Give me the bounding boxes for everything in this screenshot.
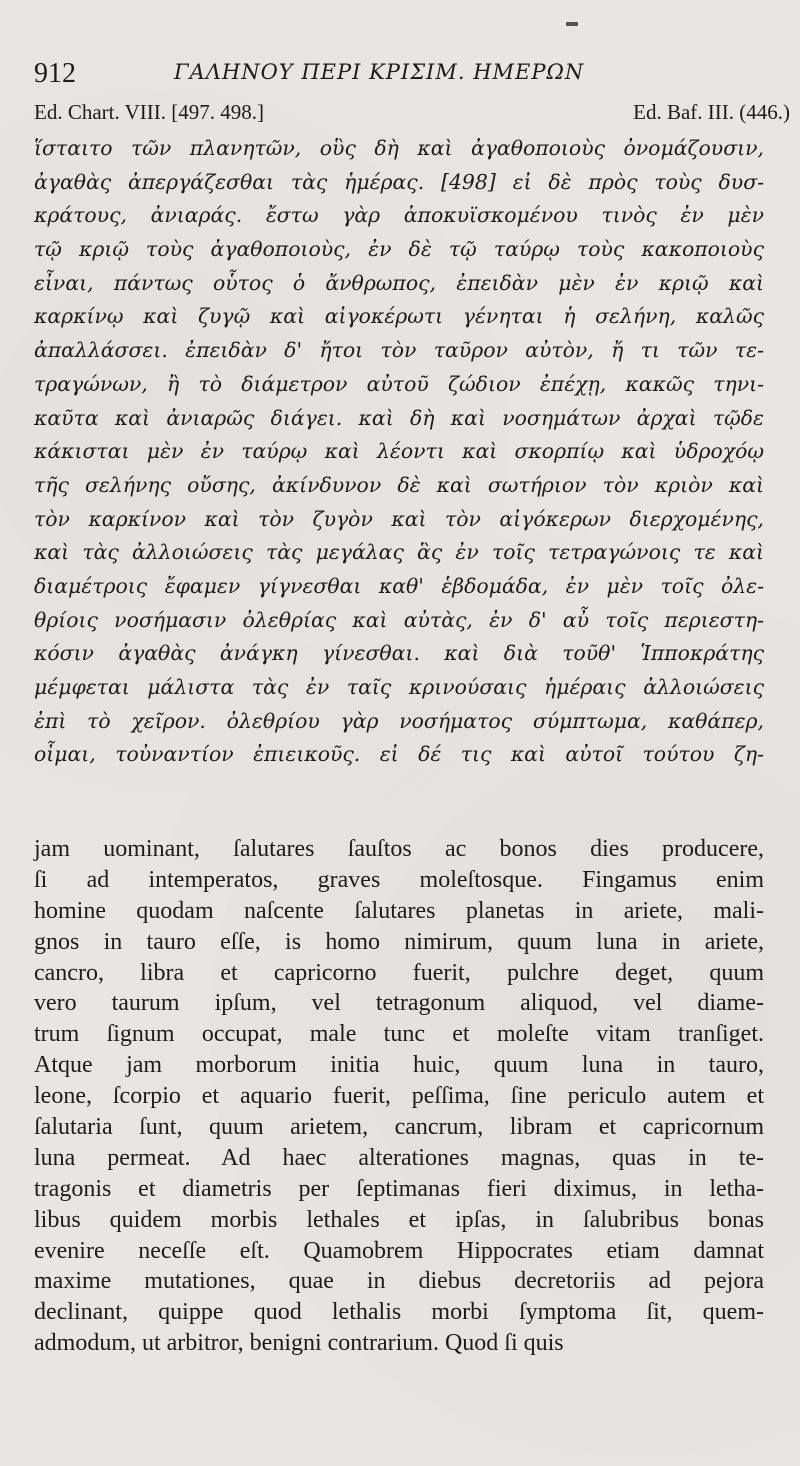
greek-line: τραγώνων, ἢ τὸ διάμετρον αὐτοῦ ζώδιον ἐπέχῃ, κακῶς τηνι- [34,371,764,396]
greek-line: διαμέτροις ἔφαμεν γίγνεσθαι καθ' ἑβδομάδα, ἐν μὲν τοῖς ὀλε- [34,573,764,598]
greek-line: ἐπὶ τὸ χεῖρον. ὀλεθρίου γὰρ νοσήματος σύμπτωμα, καθάπερ, [34,708,764,733]
latin-line: vero taurum ipſum, vel tetragonum aliquod, vel diame- [34,990,764,1017]
edition-chartier: Ed. Chart. VIII. [497. 498.] [34,100,264,124]
latin-line: maxime mutationes, quae in diebus decretoriis ad pejora [34,1268,764,1295]
greek-line: εἶναι, πάντως οὗτος ὁ ἄνθρωπος, ἐπειδὰν μὲν ἐν κριῷ καὶ [34,270,764,295]
latin-line: Atque jam morborum initia huic, quum luna in tauro, [34,1052,764,1079]
latin-line: evenire neceſſe eſt. Quamobrem Hippocrates etiam damnat [34,1237,764,1264]
latin-line: gnos in tauro eſſe, is homo nimirum, quum luna in ariete, [34,928,764,955]
edition-basel: Ed. Baf. III. (446.) [633,100,790,124]
latin-line: libus quidem morbis lethales et ipſas, in ſalubribus bonas [34,1206,764,1233]
greek-line: οἶμαι, τοὐναντίον ἐπιεικοῦς. εἰ δέ τις καὶ αὐτοῖ τούτου ζη- [34,742,764,767]
latin-line: ſalutaria ſunt, quum arietem, cancrum, libram et capricornum [34,1114,764,1141]
latin-line: declinant, quippe quod lethalis morbi ſymptoma ſit, quem- [34,1299,764,1326]
greek-line: κράτους, ἀνιαράς. ἔστω γὰρ ἀποκυϊσκομένου τινὸς ἐν μὲν [34,203,764,228]
latin-line: ſi ad intemperatos, graves moleſtosque. Fingamus enim [34,866,764,893]
printer-mark [566,22,578,26]
latin-line: jam uominant, ſalutares ſauſtos ac bonos dies producere, [34,836,764,862]
latin-line: trum ſignum occupat, male tunc et moleſte vitam tranſiget. [34,1021,764,1048]
greek-line: καὶ τὰς ἀλλοιώσεις τὰς μεγάλας ἃς ἐν τοῖς τετραγώνοις τε καὶ [34,540,764,565]
greek-line: τὸν καρκίνον καὶ τὸν ζυγὸν καὶ τὸν αἰγόκερων διερχομένης, [34,506,764,531]
page-number: 912 [34,58,76,89]
greek-line: καῦτα καὶ ἀνιαρῶς διάγει. καὶ δὴ καὶ νοσημάτων ἀρχαὶ τῷδε [34,405,764,430]
greek-line: καρκίνῳ καὶ ζυγῷ καὶ αἰγοκέρωτι γένηται ἡ σελήνη, καλῶς [34,304,764,329]
running-title: ΓΑΛΗΝΟΥ ΠΕΡΙ ΚΡΙΣΙΜ. ΗΜΕΡΩΝ [174,60,585,84]
latin-line: cancro, libra et capricorno fuerit, pulchre deget, quum [34,959,764,986]
greek-line: ἀπαλλάσσει. ἐπειδὰν δ' ἤτοι τὸν ταῦρον αὐτὸν, ἤ τι τῶν τε- [34,338,764,363]
edition-references [34,100,790,130]
greek-line: ἀγαθὰς ἀπεργάζεσθαι τὰς ἡμέρας. [498] εἰ δὲ πρὸς τοὺς δυσ- [34,169,764,194]
greek-line: κάκισται μὲν ἐν ταύρῳ καὶ λέοντι καὶ σκορπίῳ καὶ ὑδροχόῳ [34,439,764,464]
greek-line: μέμφεται μάλιστα τὰς ἐν ταῖς κρινούσαις ἡμέραις ἀλλοιώσεις [34,675,764,699]
greek-line: ἵσταιτο τῶν πλανητῶν, οὓς δὴ καὶ ἀγαθοποιοὺς ὀνομάζουσιν, [34,136,764,160]
greek-line: τῆς σελήνης οὔσης, ἀκίνδυνον δὲ καὶ σωτήριον τὸν κριὸν καὶ [34,472,764,497]
latin-line: leone, ſcorpio et aquario fuerit, peſſima, ſine periculo autem et [34,1083,764,1110]
greek-text [34,132,764,772]
latin-text [34,834,764,1359]
latin-line: admodum, ut arbitror, benigni contrarium. Quod ſi quis [34,1330,564,1357]
latin-line: luna permeat. Ad haec alterationes magnas, quas in te- [34,1144,764,1171]
page-header [34,58,770,92]
greek-line: θρίοις νοσήμασιν ὀλεθρίας καὶ αὐτὰς, ἐν δ' αὖ τοῖς περιεστη- [34,607,764,632]
latin-line: homine quodam naſcente ſalutares planetas in ariete, mali- [34,897,764,924]
latin-line: tragonis et diametris per ſeptimanas fieri diximus, in letha- [34,1175,764,1202]
greek-line: τῷ κριῷ τοὺς ἀγαθοποιοὺς, ἐν δὲ τῷ ταύρῳ τοὺς κακοποιοὺς [34,237,764,262]
greek-line: κόσιν ἀγαθὰς ἀνάγκη γίνεσθαι. καὶ διὰ τοῦθ' Ἱπποκράτης [34,641,764,666]
